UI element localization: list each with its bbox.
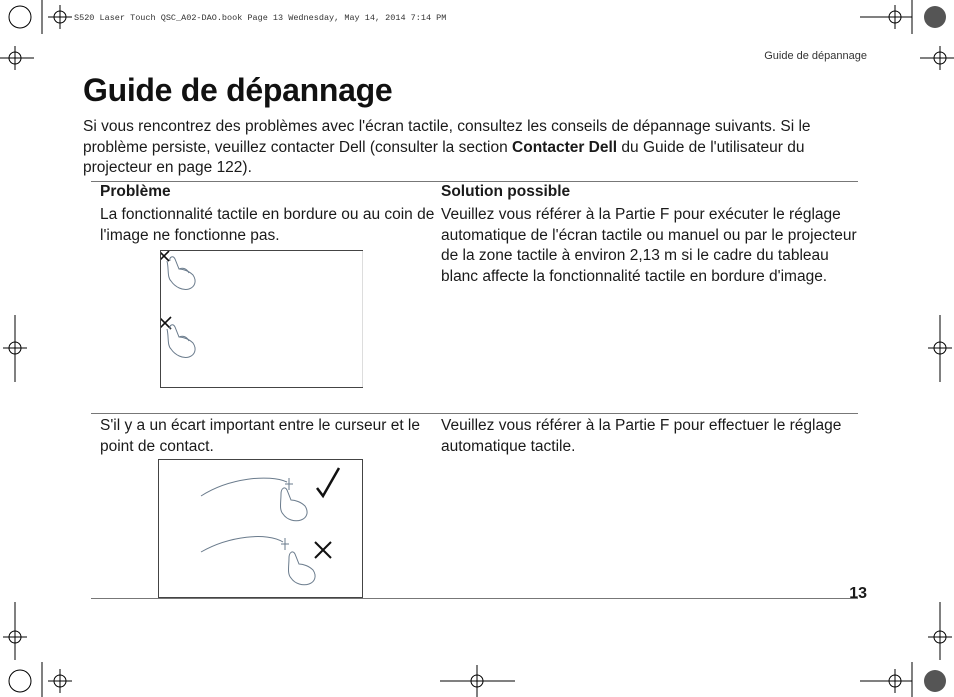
table-header-row — [91, 182, 858, 204]
page-title: Guide de dépannage — [83, 72, 393, 108]
problem-text: S'il y a un écart important entre le curseur et le point de contact. — [100, 417, 420, 455]
intro-paragraph — [83, 117, 858, 179]
cursor-offset-illustration — [158, 459, 363, 598]
contact-dell-reference: Contacter Dell — [512, 138, 618, 156]
running-header: Guide de dépannage — [764, 50, 867, 62]
page-number: 13 — [849, 585, 867, 602]
header-solution: Solution possible — [441, 182, 858, 204]
intro-text-after: du Guide de l'utilisateur du projecteur en page 122). — [83, 138, 805, 176]
problem-cell — [91, 203, 441, 414]
header-problem: Problème — [91, 182, 441, 204]
table-row — [91, 203, 858, 414]
intro-text-before: Si vous rencontrez des problèmes avec l'écran tactile, consultez les conseils de dépannage suivants. Si le problème persiste, veuillez contacter Dell (consulter la section — [83, 118, 811, 156]
printer-slug: S520 Laser Touch QSC_A02-DAO.book Page 13 Wednesday, May 14, 2014 7:14 PM — [74, 13, 447, 23]
table-row — [91, 414, 858, 599]
problem-cell — [91, 414, 441, 599]
edge-touch-illustration — [160, 250, 363, 388]
problem-text: La fonctionnalité tactile en bordure ou au coin de l'image ne fonctionne pas. — [100, 206, 435, 244]
solution-cell: Veuillez vous référer à la Partie F pour effectuer le réglage automatique tactile. — [441, 414, 858, 599]
solution-cell: Veuillez vous référer à la Partie F pour exécuter le réglage automatique de l'écran tactile ou manuel ou par le projecteur de la zone tactile à environ 2,13 m si le cadre du tableau blanc affecte la fonctionnalité tactile en bordure d'image. — [441, 206, 857, 285]
troubleshooting-table — [91, 181, 858, 599]
